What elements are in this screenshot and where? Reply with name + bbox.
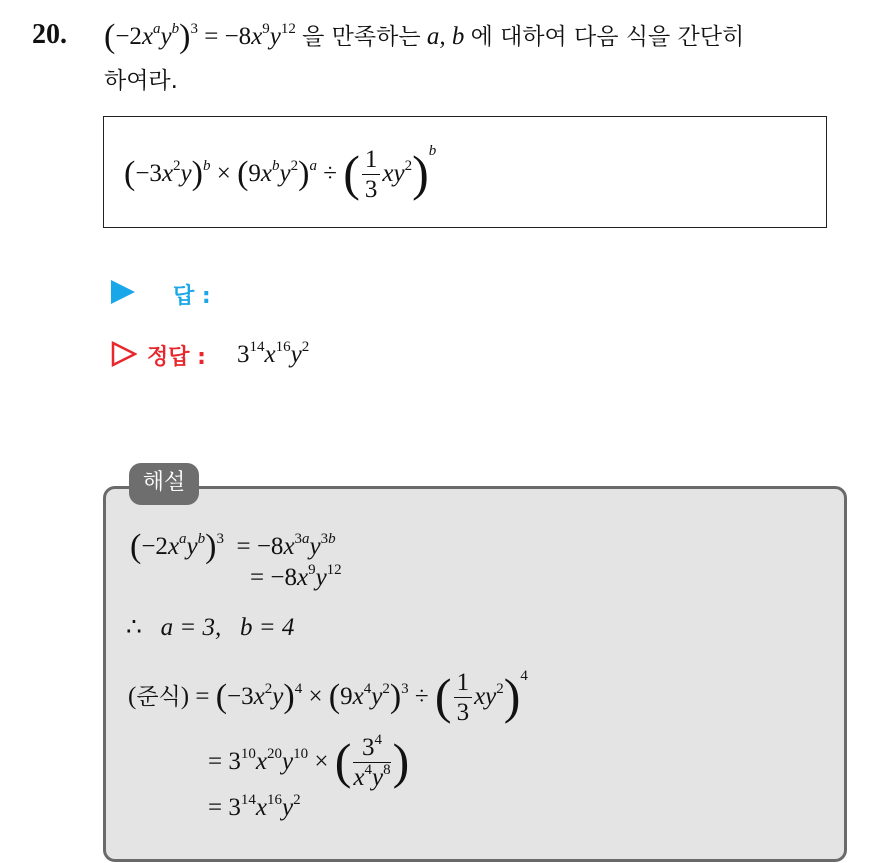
- correct-answer-label: 정답 :: [147, 345, 206, 370]
- var-b: b: [451, 23, 465, 50]
- answer-play-icon: [111, 280, 135, 304]
- expression: $(-3x^2y)^b \times (9x^by^2)^a$ ÷ ( $\frac{1}{3}$ $xy^2)^b$: [124, 142, 437, 204]
- problem-statement-line1: [104, 20, 744, 54]
- paren-label: 준식: [136, 683, 181, 710]
- correct-answer-triangle-icon: [111, 341, 137, 367]
- therefore-symbol: ∴: [126, 614, 142, 641]
- answer-label: 답 :: [173, 284, 211, 309]
- var-a: a,: [426, 23, 446, 50]
- conclusion-values: a = 3, b = 4: [160, 614, 295, 641]
- solution-step-3: (준식) = $(-3x^2y)^4 \times (9x^4y^2)^3$ ÷ ( $\frac{1}{3}$ $xy^2)^4$: [128, 667, 528, 727]
- solution-tab: 해설: [129, 463, 199, 505]
- solution-step-2: = $-8x^9y^{12}$: [250, 562, 342, 591]
- solution-step-4: = $3^{10}x^{20}y^{10}$ × ( $\frac{3^4}{x^4y^8}$ ): [208, 732, 410, 792]
- given-equation: $(-2x^ay^b)^3 = -8x^9y^{12}$: [104, 18, 296, 55]
- solution-step-5: = $3^{14}x^{16}y^2$: [208, 792, 301, 821]
- correct-answer-value: $3^{14}x^{16}y^2$: [237, 339, 310, 368]
- problem-statement-line2: 하여라.: [104, 68, 178, 94]
- statement-text: 을 만족하는: [302, 24, 421, 50]
- solution-step-1: $(-2x^ay^b)^3 = -8x^{3a}y^{3b}$: [130, 528, 336, 565]
- problem-number: 20.: [32, 19, 67, 50]
- fraction-one-third: $\frac{1}{3}$: [362, 147, 381, 204]
- statement-tail: 에 대하여 다음 식을 간단히: [470, 24, 745, 50]
- solution-conclusion: [126, 615, 294, 640]
